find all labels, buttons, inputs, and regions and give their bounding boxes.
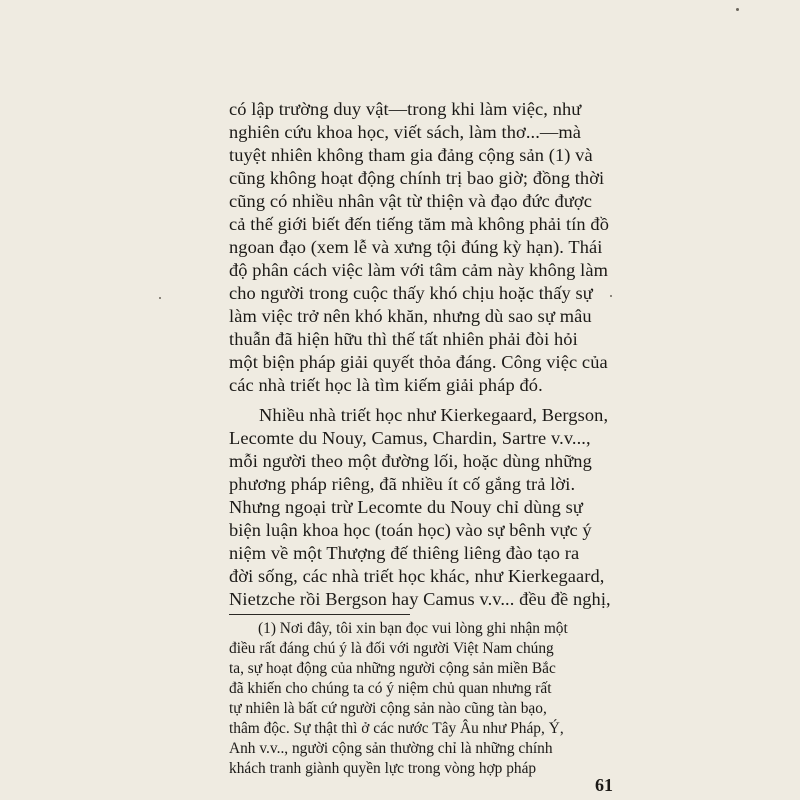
- body-line: Nietzche rồi Bergson hay Camus v.v... đều đề nghị,: [229, 589, 611, 609]
- footnote-line: Anh v.v.., người cộng sản thường chỉ là những chính: [229, 740, 553, 757]
- body-line: Nhiều nhà triết học như Kierkegaard, Bergson,: [259, 405, 609, 425]
- body-line: cả thế giới biết đến tiếng tăm mà không phải tín đồ: [229, 214, 609, 234]
- body-line: làm việc trở nên khó khăn, nhưng dù sao sự mâu: [229, 306, 592, 326]
- body-line: các nhà triết học là tìm kiếm giải pháp đó.: [229, 375, 543, 395]
- footnote-line: đã khiến cho chúng ta có ý niệm chủ quan nhưng rất: [229, 680, 552, 697]
- body-line: Lecomte du Nouy, Camus, Chardin, Sartre v.v...,: [229, 428, 591, 448]
- body-line: ngoan đạo (xem lễ và xưng tội đúng kỳ hạn). Thái: [229, 237, 603, 257]
- footnote-line: ta, sự hoạt động của những người cộng sản miền Bắc: [229, 660, 556, 677]
- body-line: niệm về một Thượng đế thiêng liêng đào tạo ra: [229, 543, 580, 563]
- body-line: Nhưng ngoại trừ Lecomte du Nouy chỉ dùng sự: [229, 497, 583, 517]
- page-number: 61: [595, 775, 613, 795]
- body-line: cũng có nhiều nhân vật từ thiện và đạo đức được: [229, 191, 592, 211]
- footnote-line: tự nhiên là bất cứ người cộng sản nào cũng tàn bạo,: [229, 700, 547, 717]
- body-line: phương pháp riêng, đã nhiều ít cố gắng trả lời.: [229, 474, 576, 494]
- body-line: cũng không hoạt động chính trị bao giờ; đồng thời: [229, 168, 605, 188]
- footnote-line: điều rất đáng chú ý là đối với người Việt Nam chúng: [229, 640, 554, 657]
- body-line: tuyệt nhiên không tham gia đảng cộng sản (1) và: [229, 145, 593, 165]
- ink-speck: [159, 297, 161, 299]
- footnote-line: khách tranh giành quyền lực trong vòng hợp pháp: [229, 760, 537, 777]
- body-line: độ phân cách việc làm với tâm cảm này không làm: [229, 260, 609, 280]
- footnote-line: (1) Nơi đây, tôi xin bạn đọc vui lòng ghi nhận một: [258, 620, 568, 637]
- body-line: mỗi người theo một đường lối, hoặc dùng những: [229, 451, 592, 471]
- body-line: một biện pháp giải quyết thỏa đáng. Công việc của: [229, 352, 608, 372]
- ink-speck: [736, 8, 739, 11]
- footnote-line: thâm độc. Sự thật thì ở các nước Tây Âu như Pháp, Ý,: [229, 720, 564, 737]
- ink-speck: [610, 295, 612, 297]
- body-line: có lập trường duy vật—trong khi làm việc, như: [229, 99, 582, 119]
- body-line: biện luận khoa học (toán học) vào sự bênh vực ý: [229, 520, 592, 540]
- body-line: cho người trong cuộc thấy khó chịu hoặc thấy sự: [229, 283, 593, 303]
- body-line: nghiên cứu khoa học, viết sách, làm thơ...—mà: [229, 122, 582, 142]
- body-line: thuẫn đã hiện hữu thì thế tất nhiên phải đòi hỏi: [229, 329, 578, 349]
- body-line: đời sống, các nhà triết học khác, như Kierkegaard,: [229, 566, 605, 586]
- footnote-divider: [229, 614, 410, 615]
